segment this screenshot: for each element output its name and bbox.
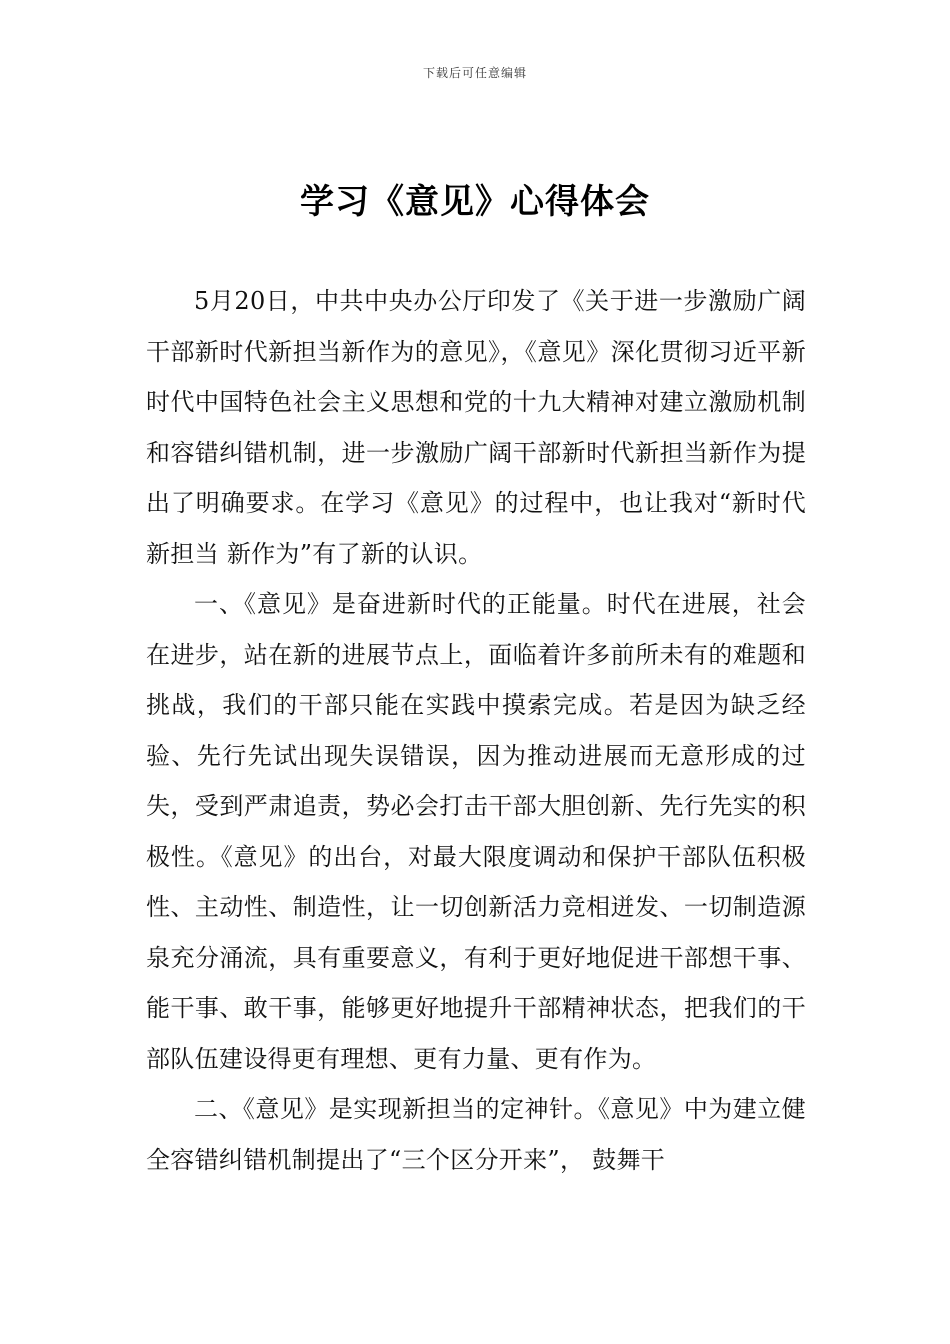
document-title: 学习《意见》心得体会 — [300, 182, 650, 222]
document-body — [146, 276, 806, 1185]
paragraph-intro: 5月20日，中共中央办公厅印发了《关于进一步激励广阔干部新时代新担当新作为的意见》，《意见》深化贯彻习近平新时代中国特色社会主义思想和党的十九大精神对建立激励机制和容错纠错机制，进一步激励广阔干部新时代新担当新作为提出了明确要求。在学习《意见》的过程中，也让我对“新时代 新担当 新作为”有了新的认识。 — [146, 287, 806, 568]
paragraph-section-two: 二、《意见》是实现新担当的定神针。《意见》中为建立健全容错纠错机制提出了“三个区分开来”， 鼓舞干 — [146, 1095, 806, 1174]
paragraph-section-one: 一、《意见》是奋进新时代的正能量。时代在进展，社会在进步，站在新的进展节点上，面临着许多前所未有的难题和挑战，我们的干部只能在实践中摸索完成。若是因为缺乏经验、先行先试出现失误错误，因为推动进展而无意形成的过失，受到严肃追责，势必会打击干部大胆创新、先行先实的积极性。《意见》的出台，对最大限度调动和保护干部队伍积极性、主动性、制造性，让一切创新活力竞相迸发、一切制造源泉充分涌流，具有重要意义，有利于更好地促进干部想干事、能干事、敢干事，能够更好地提升干部精神状态，把我们的干部队伍建设得更有理想、更有力量、更有作为。 — [146, 590, 806, 1073]
header-note: 下载后可任意编辑 — [422, 66, 527, 80]
